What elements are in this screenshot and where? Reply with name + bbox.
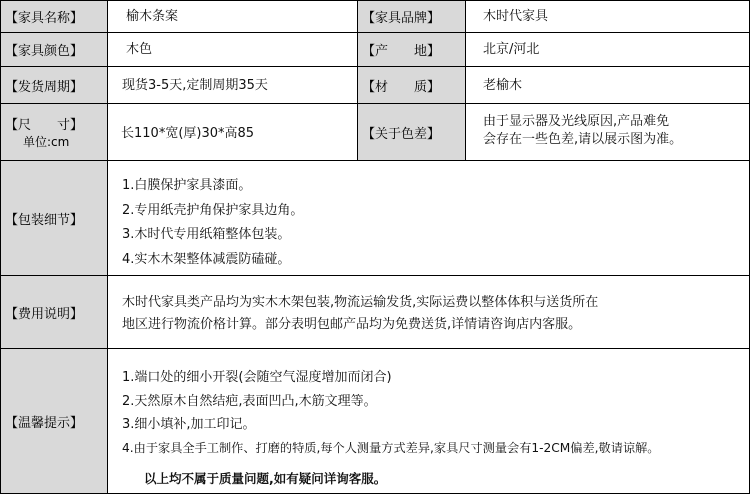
label-shipping-period: 【发货周期】 (1, 67, 107, 103)
fees-line: 地区进行物流价格计算。部分表明包邮产品均为免费送货,详情请咨询店内客服。 (122, 317, 582, 332)
row-divider (0, 348, 750, 349)
value-color-difference (483, 113, 682, 149)
table-border-bottom (0, 493, 750, 494)
value-dimensions: 长110*宽(厚)30*高85 (121, 126, 255, 141)
label-dimensions-unit: 单位:cm (23, 135, 70, 149)
column-divider (465, 0, 466, 161)
tips-list (122, 366, 660, 460)
label-color-difference: 【关于色差】 (358, 104, 465, 160)
value-furniture-color: 木色 (126, 42, 153, 57)
label-material: 【材 质】 (358, 67, 465, 103)
fees-text (122, 292, 598, 336)
label-furniture-color: 【家具颜色】 (1, 33, 107, 66)
list-item: 3.木时代专用纸箱整体包装。 (122, 227, 291, 242)
list-item: 3.细小填补,加工印记。 (122, 417, 256, 432)
label-furniture-brand: 【家具品牌】 (358, 1, 465, 32)
label-dimensions (1, 104, 107, 160)
list-item: 1.白膜保护家具漆面。 (122, 178, 252, 193)
color-difference-line: 由于显示器及光线原因,产品难免 (483, 114, 670, 129)
label-fees: 【费用说明】 (1, 276, 107, 348)
value-furniture-brand: 木时代家具 (483, 9, 549, 24)
list-item: 1.端口处的细小开裂(会随空气湿度增加而闭合) (122, 370, 392, 385)
value-material: 老榆木 (483, 78, 523, 93)
value-furniture-name: 榆木条案 (126, 9, 179, 24)
packaging-list (122, 174, 303, 272)
value-shipping-period: 现货3-5天,定制周期35天 (122, 78, 268, 93)
row-divider (0, 275, 750, 276)
list-item: 4.实木木架整体减震防磕碰。 (122, 251, 291, 267)
label-dimensions-title: 【尺 寸】 (5, 118, 84, 133)
fees-line: 木时代家具类产品均为实木木架包装,物流运输发货,实际运费以整体体积与送货所在 (122, 295, 599, 310)
label-tips: 【温馨提示】 (1, 349, 107, 493)
label-furniture-name: 【家具名称】 (1, 1, 107, 32)
label-packaging: 【包装细节】 (1, 161, 107, 275)
tips-note: 以上均不属于质量问题,如有疑问详询客服。 (144, 471, 387, 486)
list-item: 2.天然原木自然结疤,表面凹凸,木筋文理等。 (122, 393, 377, 409)
column-divider (107, 0, 108, 494)
label-origin: 【产 地】 (358, 33, 465, 66)
value-origin: 北京/河北 (483, 42, 540, 57)
list-item: 4.由于家具全手工制作、打磨的特质,每个人测量方式差异,家具尺寸测量会有1-2CM偏差,敬请谅解。 (122, 440, 660, 455)
row-divider (0, 160, 750, 161)
color-difference-line: 会存在一些色差,请以展示图为准。 (483, 132, 683, 147)
list-item: 2.专用纸壳护角保护家具边角。 (122, 202, 304, 218)
